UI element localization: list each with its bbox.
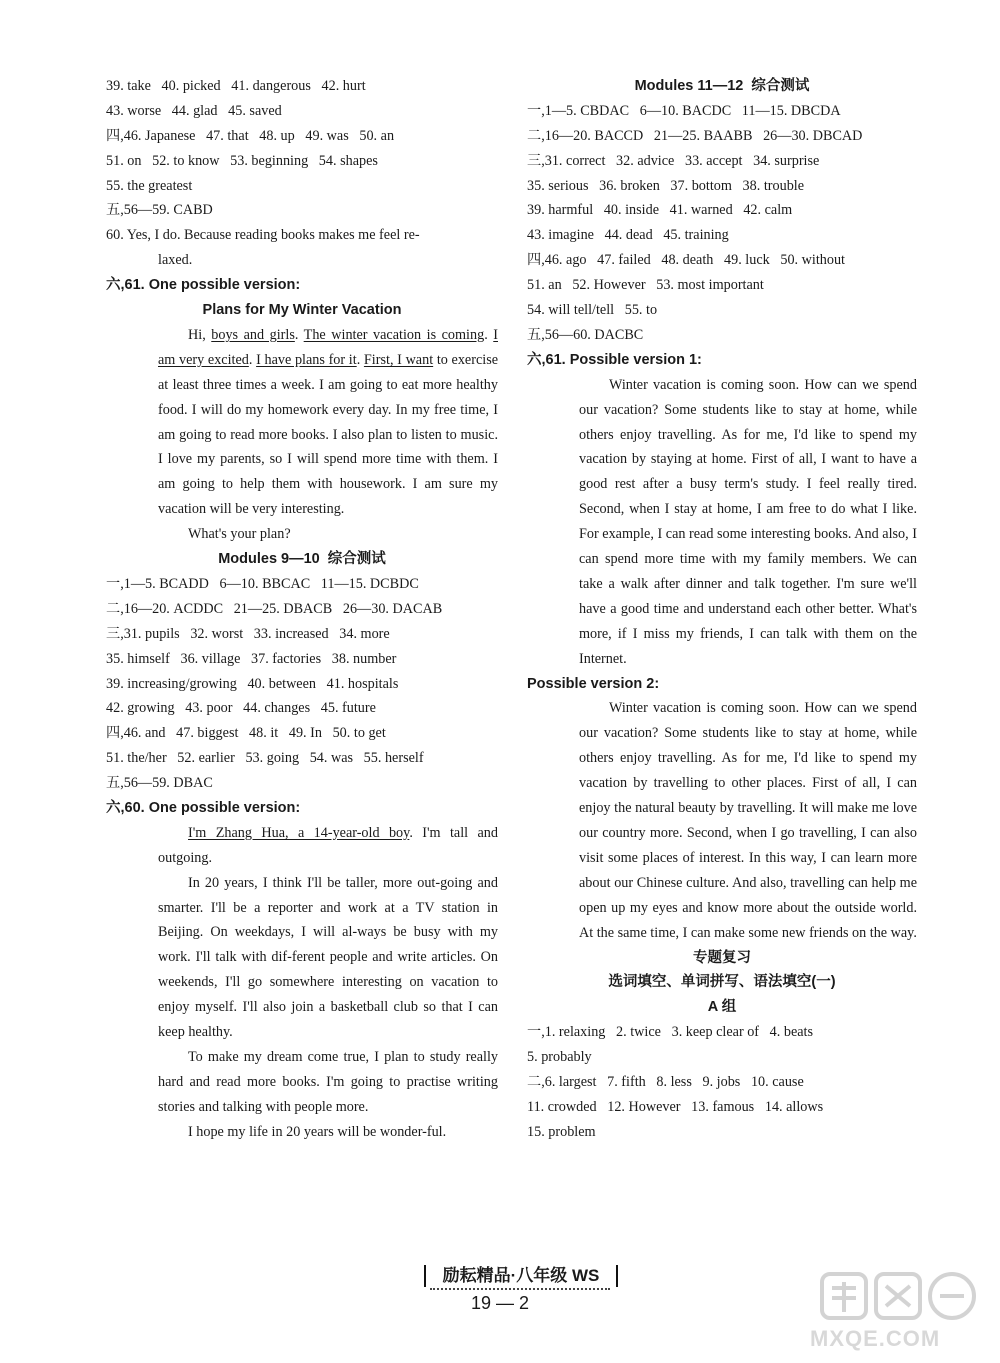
answer-line: 一,1—5. CBDAC 6—10. BACDC 11—15. DBCDA [527, 102, 841, 119]
right-column [527, 74, 917, 1145]
answer-line: 五,56—59. CABD [106, 202, 213, 219]
section-heading: 选词填空、单词拼写、语法填空(一) [608, 974, 836, 991]
answer-line: 四,46. ago 47. failed 48. death 49. luck 50. without [527, 252, 845, 269]
answer-line: 43. imagine 44. dead 45. training [527, 227, 729, 244]
essay-paragraph: I hope my life in 20 years will be wonder-ful. [188, 1123, 447, 1140]
answer-line: 35. serious 36. broken 37. bottom 38. trouble [527, 177, 805, 194]
answer-line: 39. harmful 40. inside 41. warned 42. calm [527, 202, 793, 219]
answer-line: 51. the/her 52. earlier 53. going 54. was 55. herself [106, 750, 424, 767]
section-heading: Modules 9—10 综合测试 [218, 551, 386, 568]
watermark [800, 1268, 990, 1358]
answer-line: 二,16—20. BACCD 21—25. BAABB 26—30. DBCAD [527, 127, 863, 144]
section-heading: A 组 [707, 999, 737, 1016]
answer-line: 39. increasing/growing 40. between 41. hospitals [106, 675, 399, 692]
answer-label: 六,60. One possible version: [106, 799, 301, 816]
watermark-logo-icon [818, 1268, 978, 1324]
answer-label: 六,61. One possible version: [106, 277, 301, 294]
essay-paragraph: Winter vacation is coming soon. How can we spend our vacation? Some students like to stay at home, while others enjoy travelling. As for me, I'd like to spend my vacation by staying at home. First of all, I want to have a good rest after a busy term's study. I feel really tired. Second, when I stay at home, I am free to do what I like. For example, I can read some interesting books. And also, I can spend more time with my family members. We can take a walk after dinner and talk together. I'm sure we'll have a good time and understand each other better. What's more, if I miss my friends, I can talk with them on the Internet. [579, 376, 917, 667]
answer-line: 54. will tell/tell 55. to [527, 302, 658, 319]
answer-line: 四,46. and 47. biggest 48. it 49. In 50. to get [106, 725, 386, 742]
answer-line: 55. the greatest [106, 177, 193, 194]
essay-paragraph: What's your plan? [188, 526, 291, 543]
answer-line: 三,31. correct 32. advice 33. accept 34. surprise [527, 152, 820, 169]
footer-divider [430, 1288, 610, 1290]
answer-line: 二,16—20. ACDDC 21—25. DBACB 26—30. DACAB [106, 600, 443, 617]
answer-line: 42. growing 43. poor 44. changes 45. future [106, 700, 376, 717]
left-column [106, 74, 498, 1145]
answer-line: 五,56—60. DACBC [527, 326, 644, 343]
answer-line: laxed. [158, 252, 193, 269]
answer-line: 三,31. pupils 32. worst 33. increased 34. more [106, 625, 390, 642]
answer-line: 51. an 52. However 53. most important [527, 277, 764, 294]
answer-line: 四,46. Japanese 47. that 48. up 49. was 50. an [106, 127, 395, 144]
essay-paragraph: In 20 years, I think I'll be taller, more out-going and smarter. I'll be a reporter and work at a TV station in Beijing. On weekdays, I will al-ways be busy with my work. I'll talk with dif-ferent people and write articles. On weekends, I'll go somewhere interesting on vacation to enjoy myself. I'll also join a basketball club so that I can keep healthy. [158, 874, 498, 1041]
answer-line: 35. himself 36. village 37. factories 38. number [106, 650, 397, 667]
answer-line: 39. take 40. picked 41. dangerous 42. hurt [106, 78, 366, 94]
section-heading: Plans for My Winter Vacation [202, 302, 402, 319]
section-heading: 专题复习 [693, 949, 751, 966]
answer-line: 43. worse 44. glad 45. saved [106, 102, 282, 119]
essay-paragraph: I'm Zhang Hua, a 14-year-old boy. I'm tall and outgoing. [158, 824, 498, 866]
answer-line: 二,6. largest 7. fifth 8. less 9. jobs 10. cause [527, 1073, 804, 1090]
answer-line: 五,56—59. DBAC [106, 775, 213, 792]
answer-line: 51. on 52. to know 53. beginning 54. shapes [106, 152, 378, 169]
answer-line: 11. crowded 12. However 13. famous 14. allows [527, 1098, 824, 1115]
essay-paragraph: To make my dream come true, I plan to study really hard and read more books. I'm going to practise writing stories and talking with people more. [158, 1049, 498, 1115]
answer-line: 一,1. relaxing 2. twice 3. keep clear of 4. beats [527, 1024, 814, 1041]
answer-line: 一,1—5. BCADD 6—10. BBCAC 11—15. DCBDC [106, 575, 419, 592]
answer-line: 5. probably [527, 1049, 592, 1066]
footer-brand: 励耘精品·八年级 WS [424, 1265, 618, 1287]
essay-paragraph: Winter vacation is coming soon. How can we spend our vacation? Some students like to stay at home, while others enjoy travelling. As for me, I'd like to spend my vacation by travelling to other places. First of all, I can enjoy the natural beauty by travelling. It will make me love our country more. Second, when I go travelling, I can also visit some places of interest. In this way, I can learn more about our Chinese culture. And also, travelling can help me open up my eyes and know more about the outside world. At the same time, I can make some new friends on the way. [579, 700, 917, 941]
answer-label: Possible version 2: [527, 675, 660, 692]
answer-label: 六,61. Possible version 1: [527, 351, 702, 368]
answer-line: 60. Yes, I do. Because reading books makes me feel re- [106, 227, 420, 244]
watermark-text: MXQE.COM [810, 1326, 941, 1351]
answer-line: 15. problem [527, 1123, 596, 1140]
essay-paragraph: Hi, boys and girls. The winter vacation is coming. I am very excited. I have plans for it. First, I want to exercise at least three times a week. I am going to eat more healthy food. I will do my homework every day. In my free time, I am going to read more books. I also plan to listen to music. I love my parents, so I will spend more time with them. I am going to help them with housework. I am sure my vacation will be very interesting. [158, 326, 499, 518]
section-heading: Modules 11—12 综合测试 [634, 78, 810, 94]
page-number: 19 — 2 [470, 1293, 530, 1313]
